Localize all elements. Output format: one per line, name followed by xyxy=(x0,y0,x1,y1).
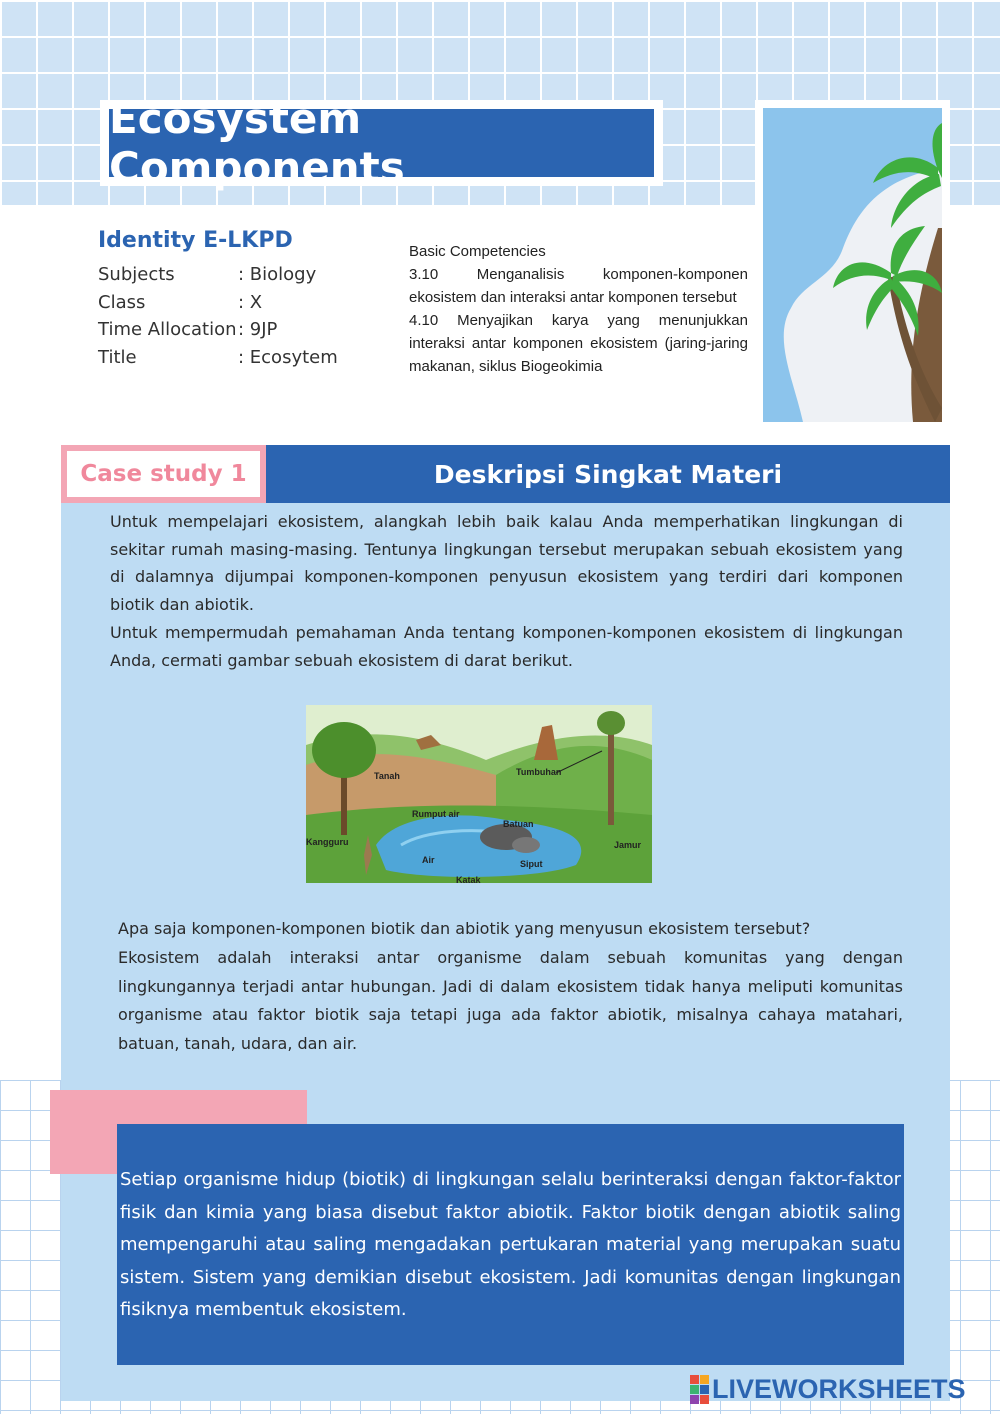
title-banner xyxy=(100,94,663,192)
identity-label: Subjects xyxy=(98,264,175,285)
ecosystem-image xyxy=(306,705,652,883)
identity-row-subjects xyxy=(98,261,398,289)
brand-text: LIVEWORKSHEETS xyxy=(712,1373,966,1404)
identity-value: : 9JP xyxy=(238,319,278,340)
scene-label-katak: Katak xyxy=(456,875,481,883)
identity-label: Time Allocation xyxy=(98,319,237,340)
section-title: Deskripsi Singkat Materi xyxy=(433,459,783,489)
question-text xyxy=(118,915,903,1059)
competencies-heading: Basic Competencies xyxy=(409,243,546,260)
intro-paragraph: Untuk mempelajari ekosistem, alangkah lebih baik kalau Anda memperhatikan lingkungan di sekitar rumah masing-masing. Tentunya lingkungan tersebut merupakan sebuah ekosistem yang di dalamnya dijumpai komponen-komponen penyusun ekosistem yang terdiri dari komponen biotik dan abiotik. xyxy=(110,512,903,615)
identity-heading: Identity E-LKPD xyxy=(98,228,293,253)
identity-label: Class xyxy=(98,291,146,313)
scene-label-batuan: Batuan xyxy=(503,819,534,829)
palm-tree-icon xyxy=(763,108,942,422)
competency-item: 4.10 Menyajikan karya yang menunjukkan interaksi antar komponen ekosistem (jaring-jaring makanan, siklus Biogeokimia xyxy=(409,312,748,375)
scene-label-siput: Siput xyxy=(520,859,543,869)
case-study-tab: Case study 1 xyxy=(61,445,266,503)
scene-label-kangguru: Kangguru xyxy=(306,837,349,847)
ecosystem-illustration xyxy=(306,705,652,883)
intro-text xyxy=(110,508,903,674)
info-text: Setiap organisme hidup (biotik) di lingkungan selalu berinteraksi dengan faktor-faktor fisik dan kimia yang biasa disebut faktor abiotik. Faktor biotik dengan abiotik saling mempengaruhi atau saling mengadakan pertukaran material yang merupakan suatu sistem. Sistem yang demikian disebut ekosistem. Jadi komunitas dengan lingkungan fisiknya membentuk ekosistem. xyxy=(120,1169,901,1320)
panel-header xyxy=(61,445,950,503)
info-box xyxy=(117,1124,904,1365)
page-title: Ecosystem Components xyxy=(109,109,654,177)
palm-tree-illustration xyxy=(755,100,950,430)
scene-label-rumput: Rumput air xyxy=(412,809,460,819)
scene-label-air: Air xyxy=(422,855,435,865)
scene-label-tumbuhan: Tumbuhan xyxy=(516,767,562,777)
identity-row-title xyxy=(98,344,398,372)
identity-section xyxy=(98,228,398,371)
question: Apa saja komponen-komponen biotik dan abiotik yang menyusun ekosistem tersebut? xyxy=(118,919,811,938)
identity-value: : X xyxy=(238,291,263,313)
liveworksheets-logo xyxy=(690,1374,966,1404)
scene-label-tanah: Tanah xyxy=(374,771,400,781)
identity-row-time-allocation xyxy=(98,316,398,344)
identity-label: Title xyxy=(98,346,137,368)
scene-label-jamur: Jamur xyxy=(614,840,642,850)
identity-value: : Biology xyxy=(238,264,317,285)
identity-row-class xyxy=(98,289,398,317)
competency-item: 3.10 Menganalisis komponen-komponen ekosistem dan interaksi antar komponen tersebut xyxy=(409,266,748,306)
identity-value: : Ecosytem xyxy=(238,346,338,368)
basic-competencies xyxy=(409,240,748,378)
explanation-paragraph: Ekosistem adalah interaksi antar organisme dalam sebuah komunitas yang dengan lingkungannya terjadi antar hubungan. Jadi di dalam ekosistem tidak hanya meliputi komunitas organisme atau faktor biotik saja tetapi juga ada faktor abiotik, misalnya cahaya matahari, batuan, tanah, udara, dan air. xyxy=(118,947,903,1054)
intro-paragraph-2: Untuk mempermudah pemahaman Anda tentang komponen-komponen ekosistem di lingkungan Anda, cermati gambar sebuah ekosistem di darat berikut. xyxy=(110,622,903,670)
liveworksheets-icon xyxy=(690,1375,709,1404)
